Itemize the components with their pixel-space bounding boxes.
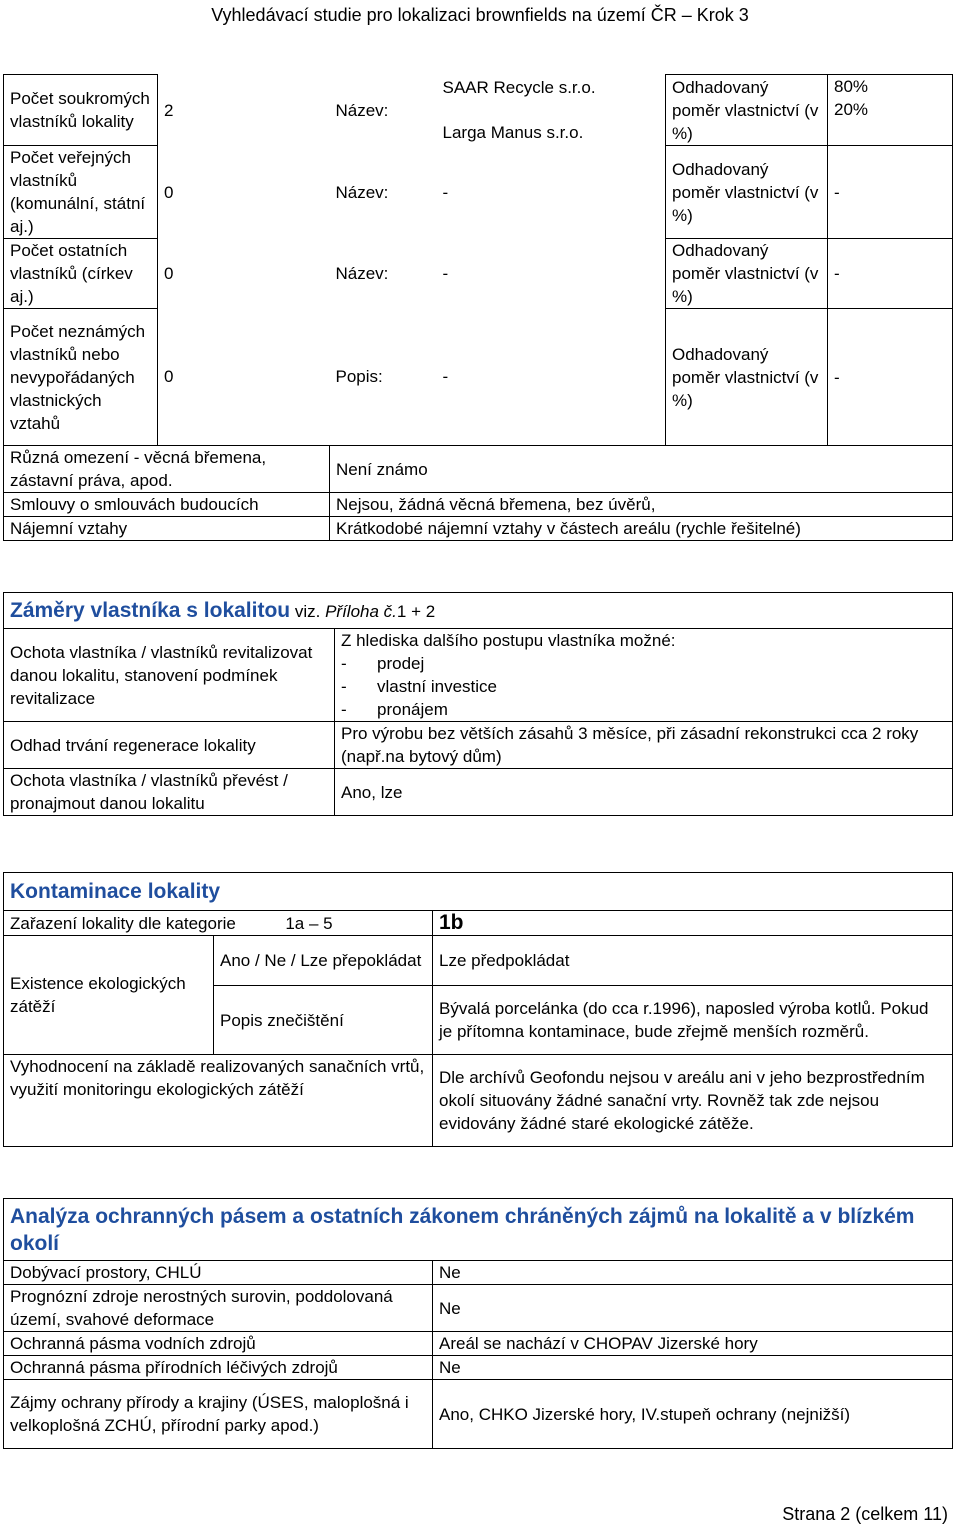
future-contracts-label: Smlouvy o smlouvách budoucích — [4, 493, 330, 517]
restrictions-value: Není známo — [330, 446, 953, 493]
pollution-label: Popis znečištění — [214, 986, 433, 1055]
transfer-value: Ano, lze — [335, 769, 953, 816]
private-name-label: Název: — [335, 100, 389, 120]
intentions-title-ref: viz. — [290, 602, 326, 621]
willingness-intro: Z hlediska dalšího postupu vlastníka možné: — [341, 631, 676, 650]
protection-row-value: Ne — [433, 1356, 953, 1380]
private-ratio-label: Odhadovaný poměr vlastnictví (v %) — [666, 75, 828, 146]
protection-row-label: Ochranná pásma vodních zdrojů — [4, 1332, 433, 1356]
other-name-label: Název: — [335, 264, 389, 283]
owner-name: Larga Manus s.r.o. — [442, 123, 584, 142]
private-owner-names — [437, 75, 666, 146]
public-name-label: Název: — [335, 182, 389, 202]
willingness-list — [341, 652, 946, 721]
unknown-desc: - — [442, 367, 449, 387]
contamination-table — [3, 872, 953, 1147]
list-item: - vlastní investice — [375, 675, 946, 698]
ano-ne-value: Lze předpokládat — [433, 936, 953, 986]
other-ratio: - — [828, 239, 953, 309]
pollution-value: Bývalá porcelánka (do cca r.1996), naposled výroba kotlů. Pokud je přítomna kontaminace, bude zřejmě menších rozměrů. — [433, 986, 953, 1055]
intentions-title-cell — [4, 593, 953, 629]
protection-row-value: Ne — [433, 1261, 953, 1285]
other-owners-label: Počet ostatních vlastníků (církev aj.) — [4, 239, 158, 309]
contamination-title-cell — [4, 873, 953, 911]
category-label-cell — [4, 911, 433, 936]
protection-row-value: Areál se nachází v CHOPAV Jizerské hory — [433, 1332, 953, 1356]
contamination-title: Kontaminace lokality — [10, 880, 221, 903]
protection-title-cell — [4, 1199, 953, 1261]
intentions-title-attachment-number: 1 + 2 — [396, 602, 436, 621]
duration-value: Pro výrobu bez větších zásahů 3 měsíce, při zásadní rekonstrukci cca 2 roky (např.na bytový dům) — [335, 722, 953, 769]
public-owners-label: Počet veřejných vlastníků (komunální, státní aj.) — [4, 146, 158, 239]
intentions-title-attachment: Příloha č. — [325, 602, 397, 621]
unknown-desc-label: Popis: — [335, 367, 383, 387]
willingness-label: Ochota vlastníka / vlastníků revitalizovat danou lokalitu, stanovení podmínek revitalizace — [4, 629, 335, 722]
willingness-value — [335, 629, 953, 722]
transfer-label: Ochota vlastníka / vlastníků převést / pronajmout danou lokalitu — [4, 769, 335, 816]
protection-row-value: Ne — [433, 1285, 953, 1332]
list-item: - pronájem — [375, 698, 946, 721]
leases-label: Nájemní vztahy — [4, 517, 330, 541]
public-owners-count: 0 — [164, 182, 174, 202]
evaluation-value: Dle archívů Geofondu nejsou v areálu ani v jeho bezprostředním okolí situovány žádné sanační vrty. Rovněž tak zde nejsou evidovány žádné staré ekologické zátěže. — [433, 1055, 953, 1147]
restrictions-label: Různá omezení - věcná břemena, zástavní práva, apod. — [4, 446, 330, 493]
ano-ne-label: Ano / Ne / Lze přepokládat — [214, 936, 433, 986]
page-header: Vyhledávací studie pro lokalizaci brownfields na území ČR – Krok 3 — [211, 5, 749, 25]
other-owner-name: - — [442, 264, 449, 283]
future-contracts-value: Nejsou, žádná věcná břemena, bez úvěrů, — [330, 493, 953, 517]
unknown-owners-label: Počet neznámých vlastníků nebo nevypořádaných vlastnických vztahů — [4, 309, 158, 446]
intentions-title: Záměry vlastníka s lokalitou — [10, 599, 291, 622]
protection-table — [3, 1198, 953, 1449]
ratio-value: 80% — [834, 77, 869, 96]
private-owners-label: Počet soukromých vlastníků lokality — [4, 75, 158, 146]
other-owners-count: 0 — [164, 264, 174, 283]
category-label: Zařazení lokality dle kategorie — [10, 913, 236, 933]
category-range: 1a – 5 — [285, 913, 333, 933]
page-footer: Strana 2 (celkem 11) — [782, 1504, 948, 1524]
unknown-owners-count: 0 — [164, 367, 174, 387]
protection-row-label: Dobývací prostory, CHLÚ — [4, 1261, 433, 1285]
burden-label: Existence ekologických zátěží — [4, 936, 214, 1055]
unknown-ratio-label: Odhadovaný poměr vlastnictví (v %) — [666, 309, 828, 446]
private-ratios — [828, 75, 953, 146]
unknown-ratio: - — [828, 309, 953, 446]
protection-row-label: Prognózní zdroje nerostných surovin, poddolovaná území, svahové deformace — [4, 1285, 433, 1332]
protection-row-label: Zájmy ochrany přírody a krajiny (ÚSES, maloplošná i velkoplošná ZCHÚ, přírodní parky apod.) — [4, 1380, 433, 1449]
protection-row-value: Ano, CHKO Jizerské hory, IV.stupeň ochrany (nejnižší) — [433, 1380, 953, 1449]
owner-name: SAAR Recycle s.r.o. — [442, 78, 596, 97]
intentions-table — [3, 592, 953, 816]
public-ratio-label: Odhadovaný poměr vlastnictví (v %) — [666, 146, 828, 239]
category-value — [433, 911, 953, 936]
public-owner-name: - — [442, 182, 449, 202]
leases-value: Krátkodobé nájemní vztahy v částech areálu (rychle řešitelné) — [330, 517, 953, 541]
ownership-table — [3, 74, 953, 541]
evaluation-label: Vyhodnocení na základě realizovaných sanačních vrtů, využití monitoringu ekologických zátěží — [4, 1055, 433, 1147]
protection-row-label: Ochranná pásma přírodních léčivých zdrojů — [4, 1356, 433, 1380]
protection-title: Analýza ochranných pásem a ostatních zákonem chráněných zájmů na lokalitě a v blízkém okolí — [10, 1204, 915, 1255]
list-item: - prodej — [375, 652, 946, 675]
private-owners-count: 2 — [164, 100, 174, 120]
category-value-text: 1b — [439, 911, 464, 934]
other-ratio-label: Odhadovaný poměr vlastnictví (v %) — [666, 239, 828, 309]
public-ratio: - — [828, 146, 953, 239]
ratio-value: 20% — [834, 100, 869, 119]
duration-label: Odhad trvání regenerace lokality — [4, 722, 335, 769]
